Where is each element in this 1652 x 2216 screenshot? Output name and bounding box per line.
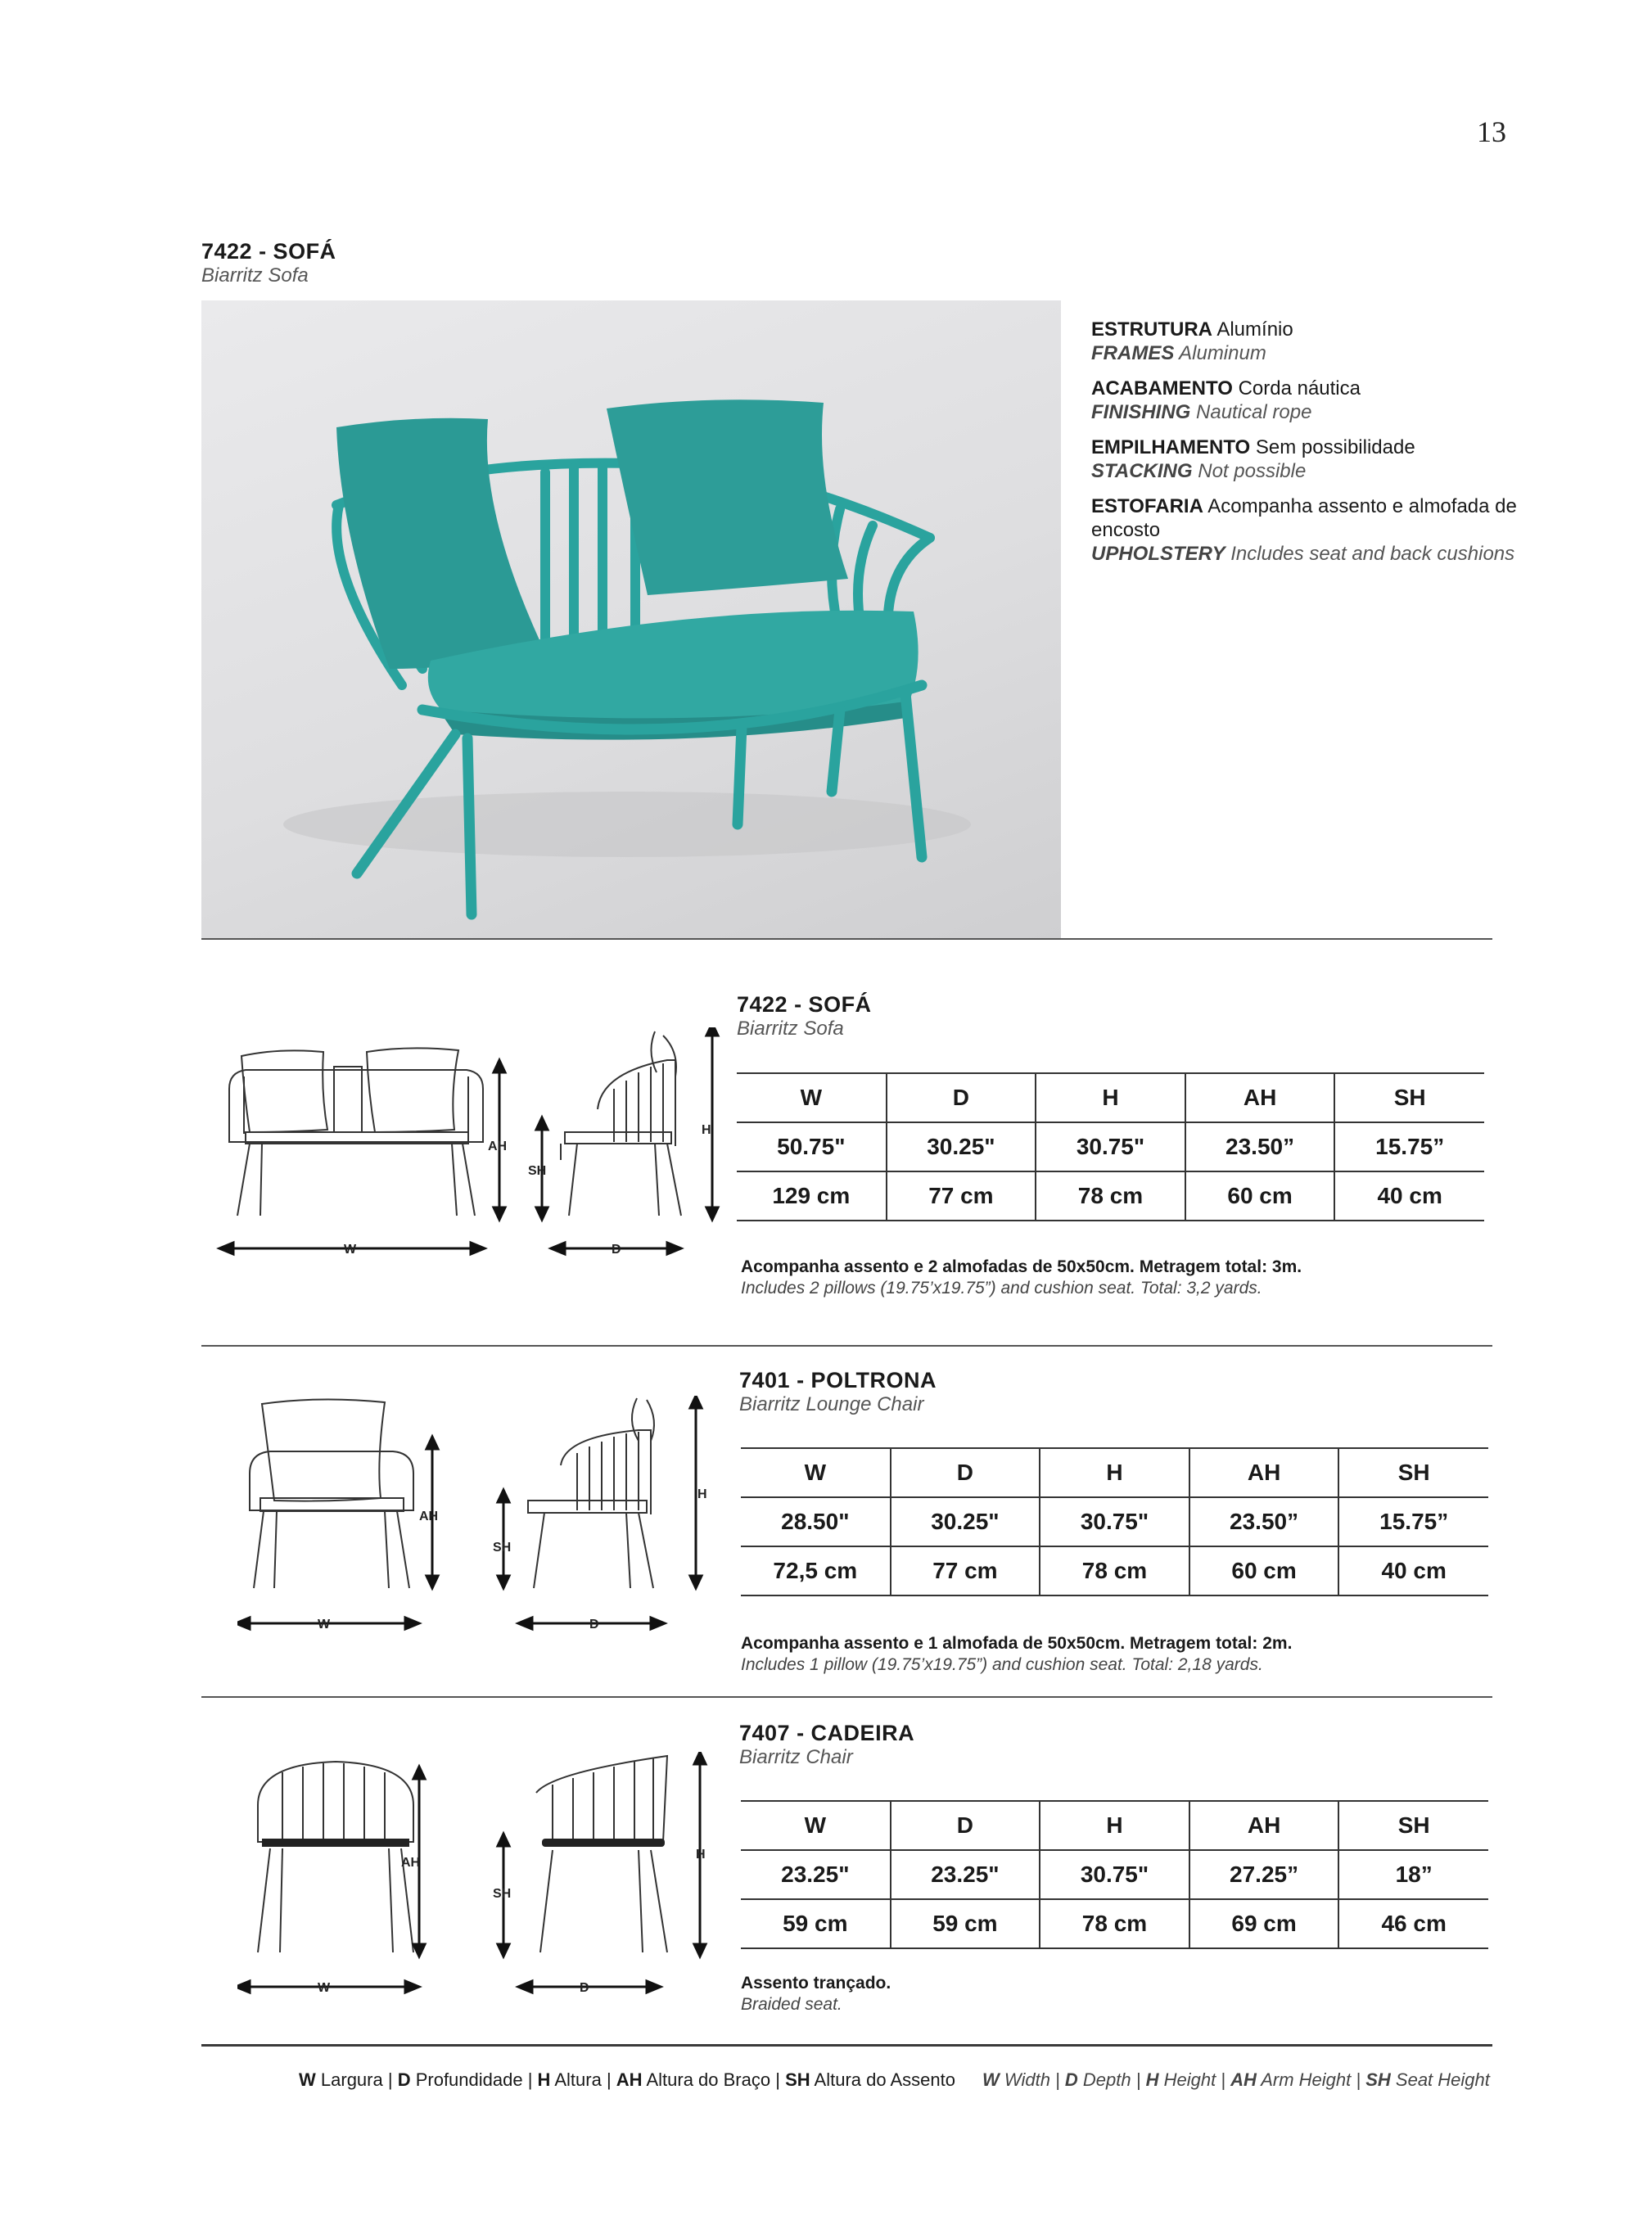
legend-portuguese: W Largura | D Profundidade | H Altura | AH Altura do Braço | SH Altura do Assento	[299, 2069, 955, 2090]
spec-stacking: EMPILHAMENTO Sem possibilidade STACKING Not possible	[1091, 436, 1415, 482]
table-row-inches: 23.25" 23.25" 30.75" 27.25” 18”	[741, 1850, 1488, 1899]
product-lounge-chair-subtitle: Biarritz Lounge Chair	[739, 1393, 924, 1415]
table-row-cm: 59 cm 59 cm 78 cm 69 cm 46 cm	[741, 1899, 1488, 1948]
table-row-inches: 50.75" 30.25" 30.75" 23.50” 15.75”	[737, 1122, 1484, 1171]
dim-label-ah: AH	[419, 1510, 439, 1523]
dim-label-h: H	[696, 1848, 706, 1862]
chair-side-drawing	[491, 1752, 720, 2006]
dim-label-d: D	[612, 1243, 621, 1257]
lounge-chair-side-drawing	[491, 1396, 720, 1641]
chair-dimensions-table	[741, 1800, 1488, 1949]
chair-note: Assento trançado. Braided seat.	[741, 1974, 891, 2014]
product-photo	[201, 300, 1061, 939]
dim-label-ah: AH	[488, 1140, 508, 1153]
dim-label-h: H	[697, 1487, 707, 1501]
page-header	[201, 239, 336, 287]
dim-label-d: D	[580, 1981, 589, 1995]
chair-front-drawing	[237, 1752, 467, 2006]
table-header-row: W D H AH SH	[737, 1073, 1484, 1122]
dim-label-w: W	[318, 1618, 331, 1632]
product-title: 7422 - SOFÁ	[201, 239, 336, 264]
sofa-note: Acompanha assento e 2 almofadas de 50x50cm. Metragem total: 3m. Includes 2 pillows (19.75’x19.75”) and cushion seat. Total: 3,2 yards.	[741, 1257, 1302, 1298]
dim-label-d: D	[589, 1618, 599, 1632]
table-header-row: W D H AH SH	[741, 1801, 1488, 1850]
spec-finishing: ACABAMENTO Corda náutica FINISHING Nautical rope	[1091, 377, 1361, 423]
dim-label-sh: SH	[493, 1541, 512, 1555]
dim-label-w: W	[344, 1243, 357, 1257]
spec-frames: ESTRUTURA Alumínio FRAMES Aluminum	[1091, 318, 1293, 364]
product-sofa-subtitle: Biarritz Sofa	[737, 1018, 844, 1040]
product-sofa-heading	[737, 992, 872, 1040]
sofa-side-drawing	[524, 1027, 737, 1265]
table-row-cm: 72,5 cm 77 cm 78 cm 60 cm 40 cm	[741, 1546, 1488, 1595]
dim-label-w: W	[318, 1981, 331, 1995]
dim-label-ah: AH	[401, 1856, 421, 1870]
sofa-dimensions-table	[737, 1072, 1484, 1221]
specs-list	[1091, 318, 1517, 577]
product-chair-title: 7407 - CADEIRA	[739, 1721, 915, 1745]
spec-upholstery: ESTOFARIA Acompanha assento e almofada de encosto UPHOLSTERY Includes seat and back cushions	[1091, 495, 1517, 565]
product-sofa-title: 7422 - SOFÁ	[737, 992, 872, 1017]
divider	[201, 1696, 1492, 1698]
product-lounge-chair-heading	[739, 1368, 937, 1416]
divider	[201, 938, 1492, 940]
table-header-row: W D H AH SH	[741, 1448, 1488, 1497]
legend-english: W Width | D Depth | H Height | AH Arm Height | SH Seat Height	[982, 2069, 1490, 2090]
lounge-chair-note: Acompanha assento e 1 almofada de 50x50cm. Metragem total: 2m. Includes 1 pillow (19.75’x19.75”) and cushion seat. Total: 2,18 yards.	[741, 1634, 1293, 1674]
dim-label-sh: SH	[528, 1164, 547, 1178]
lounge-chair-dimensions-table	[741, 1447, 1488, 1596]
product-subtitle: Biarritz Sofa	[201, 264, 309, 287]
dim-label-h: H	[702, 1123, 711, 1137]
sofa-render	[201, 300, 1061, 939]
table-row-cm: 129 cm 77 cm 78 cm 60 cm 40 cm	[737, 1171, 1484, 1221]
product-lounge-chair-title: 7401 - POLTRONA	[739, 1368, 937, 1392]
product-chair-subtitle: Biarritz Chair	[739, 1746, 853, 1768]
product-chair-heading	[739, 1721, 914, 1769]
footer-divider	[201, 2044, 1492, 2047]
dim-label-sh: SH	[493, 1887, 512, 1901]
lounge-chair-front-drawing	[237, 1396, 467, 1641]
table-row-inches: 28.50" 30.25" 30.75" 23.50” 15.75”	[741, 1497, 1488, 1546]
divider	[201, 1345, 1492, 1347]
page-number: 13	[1477, 115, 1506, 148]
